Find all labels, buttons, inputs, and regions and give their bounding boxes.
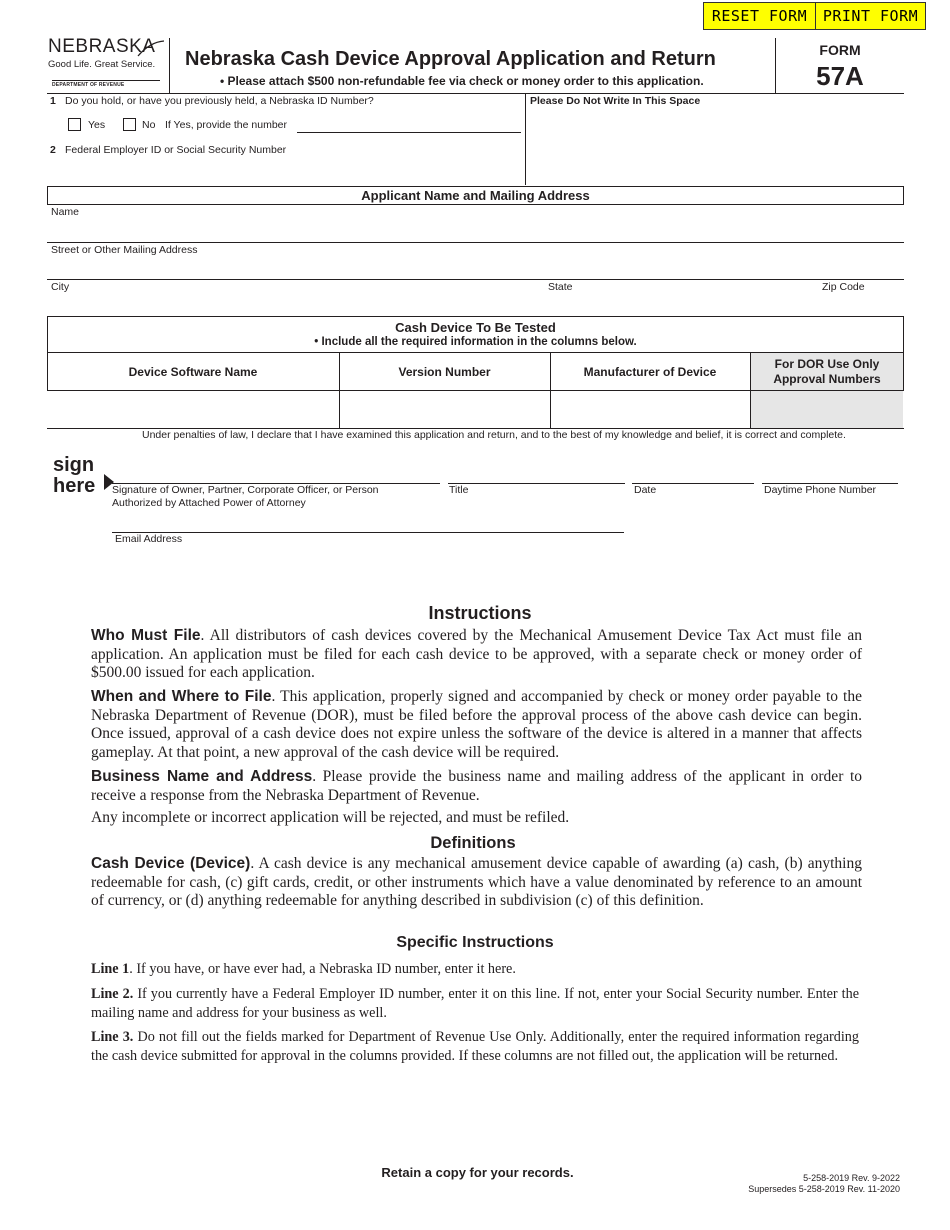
dor-approval-cell xyxy=(751,391,903,428)
street-input[interactable] xyxy=(51,258,901,278)
manufacturer-input[interactable] xyxy=(553,393,748,426)
zip-input[interactable] xyxy=(822,295,902,313)
device-software-input[interactable] xyxy=(50,393,337,426)
instructions-heading: Instructions xyxy=(428,603,532,623)
version-number-input[interactable] xyxy=(342,393,548,426)
logo-wordmark: NEBRASKA xyxy=(48,36,156,57)
when-where-paragraph: When and Where to File. This application, properly signed and accompanied by check or money order payable to the Nebraska Department of Revenue (DOR), must be filed before the approval process of the above cash device can begin. Once issued, approval of a cash device does not expire unless the software of the device is altered in a manner that affects gameplay. At that point, a new approval of the cash device will be required. xyxy=(91,688,862,761)
line2-label: Federal Employer ID or Social Security Number xyxy=(65,144,287,156)
if-yes-label: If Yes, provide the number xyxy=(165,119,287,131)
form-number: 57A xyxy=(816,61,864,91)
state-label: State xyxy=(548,281,573,293)
device-subheading: • Include all the required information in the columns below. xyxy=(314,336,637,348)
nebraska-id-input[interactable] xyxy=(297,114,521,132)
date-input[interactable] xyxy=(632,462,754,482)
line2-number: 2 xyxy=(50,144,56,156)
revision-text: 5-258-2019 Rev. 9-2022 xyxy=(803,1173,900,1183)
line3-instructions: Line 3. Do not fill out the fields marked for Department of Revenue Use Only. Additionally, enter the required information regarding the cash device submitted for approval in the columns provided. If these columns are not filled out, the application will be returned. xyxy=(91,1029,859,1064)
yes-checkbox[interactable] xyxy=(68,118,81,131)
date-label: Date xyxy=(634,484,657,496)
retain-copy-text: Retain a copy for your records. xyxy=(381,1165,574,1180)
signature-label-2: Authorized by Attached Power of Attorney xyxy=(112,497,306,509)
line2-instructions: Line 2. If you currently have a Federal Employer ID number, enter it on this line. If not, enter your Social Security number. Enter the mailing name and address for your business as well. xyxy=(91,986,859,1021)
definitions-heading: Definitions xyxy=(430,834,516,852)
line1-number: 1 xyxy=(50,95,56,107)
form-title: Nebraska Cash Device Approval Application and Return xyxy=(185,48,716,70)
email-label: Email Address xyxy=(115,533,183,545)
name-label: Name xyxy=(51,206,80,218)
col-approval-numbers: Approval Numbers xyxy=(773,372,881,386)
reset-form-button[interactable]: RESET FORM xyxy=(703,2,816,30)
applicant-heading: Applicant Name and Mailing Address xyxy=(361,188,590,203)
street-label: Street or Other Mailing Address xyxy=(51,244,198,256)
who-must-file-paragraph: Who Must File. All distributors of cash devices covered by the Mechanical Amusement Device Tax Act must file an application. An application must be filed for each cash device to be approved, with a separate check or money order of $500.00 issued for each application. xyxy=(91,627,862,681)
phone-input[interactable] xyxy=(762,462,898,482)
logo-dept: DEPARTMENT OF REVENUE xyxy=(52,82,125,88)
form-subtitle: • Please attach $500 non-refundable fee via check or money order to this application. xyxy=(220,74,704,88)
sign-word: sign xyxy=(53,454,95,476)
here-word: here xyxy=(53,475,96,497)
business-address-paragraph: Business Name and Address. Please provide the business name and mailing address of the applicant in order to receive a response from the Nebraska Department of Revenue. xyxy=(91,768,862,804)
nebraska-logo xyxy=(48,36,164,92)
col-manufacturer: Manufacturer of Device xyxy=(583,364,717,379)
no-label: No xyxy=(142,119,156,131)
form-label: FORM xyxy=(819,42,861,58)
signature-input[interactable] xyxy=(112,462,440,482)
no-checkbox[interactable] xyxy=(123,118,136,131)
do-not-write-label: Please Do Not Write In This Space xyxy=(530,95,701,107)
line1-question: Do you hold, or have you previously held, a Nebraska ID Number? xyxy=(65,95,374,107)
yes-label: Yes xyxy=(88,119,106,131)
zip-label: Zip Code xyxy=(822,281,865,293)
print-form-button[interactable]: PRINT FORM xyxy=(815,2,926,30)
phone-label: Daytime Phone Number xyxy=(764,484,877,496)
state-input[interactable] xyxy=(548,295,808,313)
city-input[interactable] xyxy=(51,295,541,313)
signature-label-1: Signature of Owner, Partner, Corporate Officer, or Person xyxy=(112,484,379,496)
specific-instructions-heading: Specific Instructions xyxy=(396,934,554,951)
name-input[interactable] xyxy=(51,220,901,241)
email-input[interactable] xyxy=(112,511,624,531)
col-version-number: Version Number xyxy=(398,364,491,379)
declaration-text: Under penalties of law, I declare that I have examined this application and return, and to the best of my knowledge and belief, it is correct and complete. xyxy=(142,429,846,441)
incomplete-paragraph: Any incomplete or incorrect application will be rejected, and must be refiled. xyxy=(91,809,570,826)
fein-ssn-input[interactable] xyxy=(65,160,520,182)
device-heading: Cash Device To Be Tested xyxy=(395,320,556,335)
col-device-software-name: Device Software Name xyxy=(128,364,258,379)
logo-swoosh xyxy=(136,40,166,58)
title-label: Title xyxy=(449,484,469,496)
cash-device-paragraph: Cash Device (Device). A cash device is any mechanical amusement device capable of awarding (a) cash, (b) anything redeemable for cash, (c) gift cards, credit, or other instruments which have a value denominated by reference to an amount of currency, or (d) anything redeemable for anything described in subdivision (c) of this definition. xyxy=(91,855,862,909)
title-input[interactable] xyxy=(448,462,625,482)
supersedes-text: Supersedes 5-258-2019 Rev. 11-2020 xyxy=(748,1184,900,1194)
logo-tagline: Good Life. Great Service. xyxy=(48,59,156,70)
line1-instructions: Line 1. If you have, or have ever had, a Nebraska ID number, enter it here. xyxy=(91,961,516,977)
col-dor-use-only: For DOR Use Only xyxy=(774,357,880,371)
city-label: City xyxy=(51,281,70,293)
